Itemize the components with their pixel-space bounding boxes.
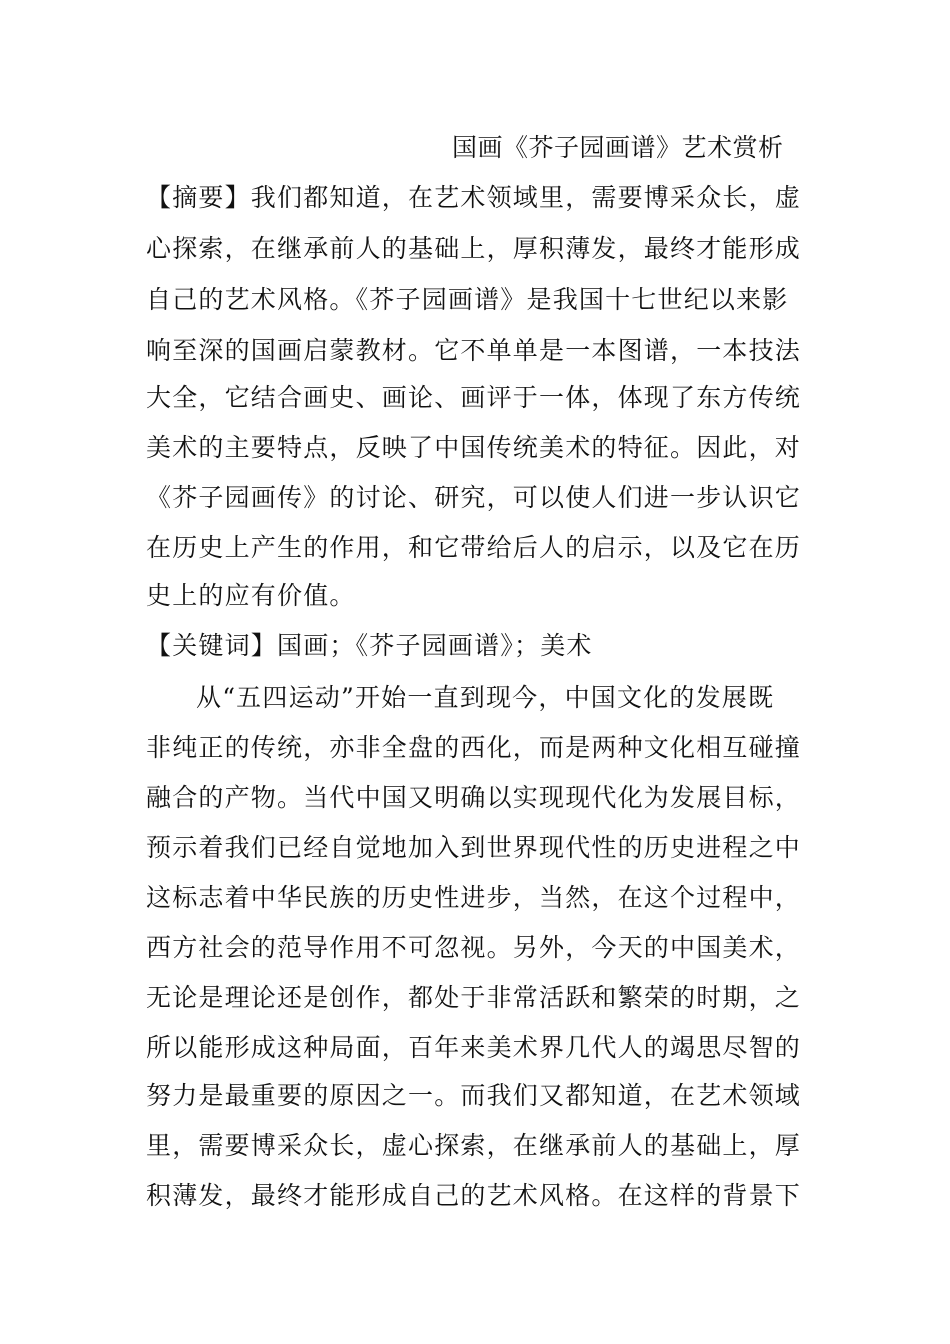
text-line: 在历史上产生的作用，和它带给后人的启示，以及它在历 [146,533,802,562]
text-line: 这标志着中华民族的历史性进步，当然，在这个过程中， [146,883,802,912]
text-line: 响至深的国画启蒙教材。它不单单是一本图谱，一本技法 [146,336,802,365]
text-line: 美术的主要特点，反映了中国传统美术的特征。因此，对 [146,433,802,462]
text-line: 【摘要】我们都知道，在艺术领域里，需要博采众长，虚 [146,183,802,212]
text-line: 大全，它结合画史、画论、画评于一体，体现了东方传统 [146,383,802,412]
text-line: 心探索，在继承前人的基础上，厚积薄发，最终才能形成 [146,234,802,263]
paragraph-start-line: 从“五四运动”开始一直到现今，中国文化的发展既 [196,683,775,712]
keywords-line: 【关键词】国画；《芥子园画谱》；美术 [146,631,593,660]
document-title: 国画《芥子园画谱》艺术赏析 [452,133,784,162]
text-line: 预示着我们已经自觉地加入到世界现代性的历史进程之中 [146,833,802,862]
text-line: 自己的艺术风格。《芥子园画谱》是我国十七世纪以来影 [146,285,789,314]
text-line: 所以能形成这种局面，百年来美术界几代人的竭思尽智的 [146,1033,802,1062]
text-line: 西方社会的范导作用不可忽视。另外，今天的中国美术， [146,933,802,962]
text-line: 里，需要博采众长，虚心探索，在继承前人的基础上，厚 [146,1131,802,1160]
text-line: 非纯正的传统，亦非全盘的西化，而是两种文化相互碰撞 [146,733,802,762]
text-line: 《芥子园画传》的讨论、研究，可以使人们进一步认识它 [146,483,802,512]
text-line: 积薄发，最终才能形成自己的艺术风格。在这样的背景下 [146,1181,802,1210]
text-line: 史上的应有价值。 [146,581,356,610]
text-line: 无论是理论还是创作，都处于非常活跃和繁荣的时期，之 [146,983,802,1012]
text-line: 融合的产物。当代中国又明确以实现现代化为发展目标， [146,783,802,812]
text-line: 努力是最重要的原因之一。而我们又都知道，在艺术领域 [146,1081,802,1110]
